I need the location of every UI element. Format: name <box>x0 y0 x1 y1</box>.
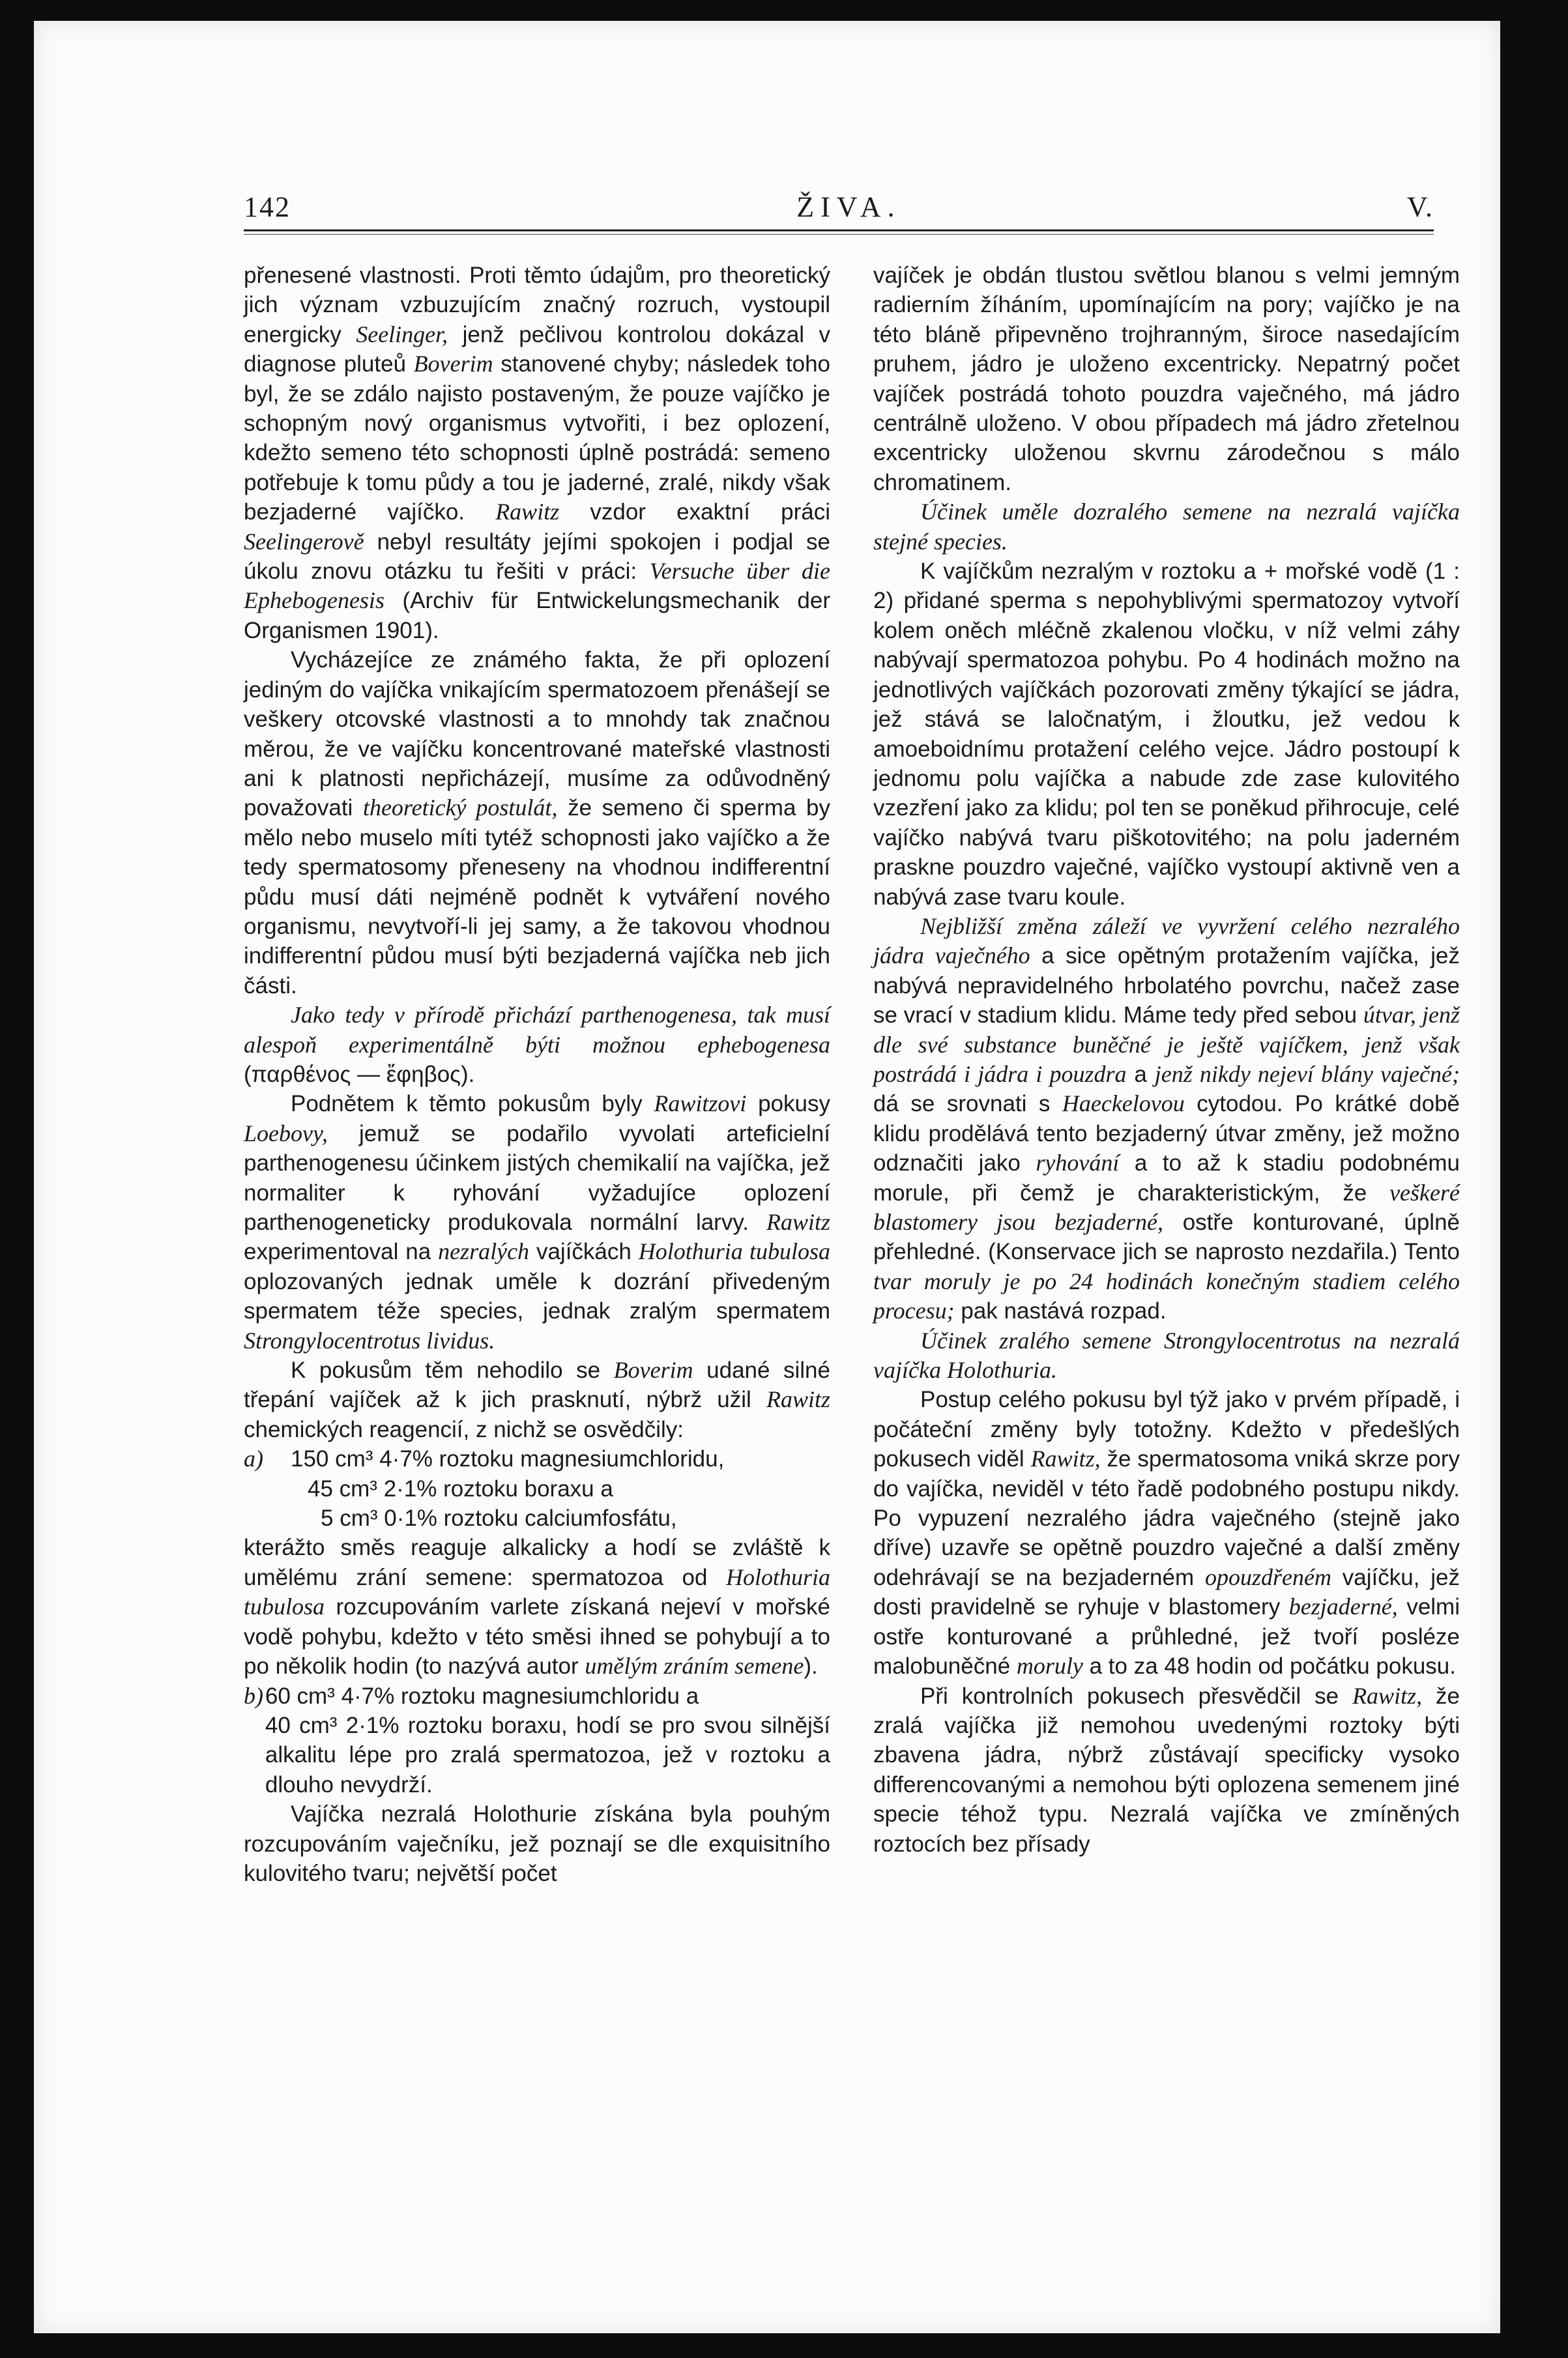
right-column <box>873 261 1460 1859</box>
paragraph: K pokusům těm nehodilo se Boverim udané silné třepání vajíček až k jich prasknutí, nýbrž užil Rawitz chemických reagencií, z nichž se osvědčily: <box>244 1357 830 1442</box>
section-heading: Účinek zralého semene Strongylocentrotus na nezralá vajíčka Holothuria. <box>873 1327 1460 1384</box>
paragraph: Vycházejíce ze známého fakta, že při oplození jediným do vajíčka vnikajícím spermatozoem přenášejí se veškery otcovské vlastnosti a to mnohdy tak značnou měrou, že ve vajíčku koncentrované mateřské vlastnosti ani k platnosti nepřicházejí, musíme za odůvodněný považovati theoretický postulát, že semeno či sperma by mělo nebo muselo míti tytéž schopnosti jako vajíčko a že tedy spermatosomy přeneseny na vhodnou indifferentní půdu musí dáti nejméně podnět k vytváření nového organismu, nevytvoří-li jej samy, a že takovou vhodnou indifferentní půdou musí býti bezjaderná vajíčka neb jich části. <box>244 647 830 998</box>
paragraph: Nejbližší změna záleží ve vyvržení celého nezralého jádra vaječného a sice opětným protažením vajíčka, jež nabývá nepravidelného hrbolatého povrchu, načež zase se vrací v stadium klidu. Máme tedy před sebou útvar, jenž dle své substance buněčné je ještě vajíčkem, jenž však postrádá i jádra i pouzdra a jenž nikdy nejeví blány vaječné; dá se srovnati s Haeckelovou cytodou. Po krátké době klidu prodělává tento bezjaderný útvar změny, jež možno odznačiti jako ryhování a to až k stadiu podobnému morule, při čemž je charakteristickým, že veškeré blastomery jsou bezjaderné, ostře konturované, úplně přehledné. (Konservace jich se naprosto nezdařila.) Tento tvar moruly je po 24 hodinách konečným stadiem celého procesu; pak nastává rozpad. <box>873 912 1460 1324</box>
section-heading: Účinek uměle dozralého semene na nezralá vajíčka stejné species. <box>873 499 1460 555</box>
formula-line: 40 cm³ 2·1% roztoku boraxu, hodí se pro svou silnější alkalitu lépe pro zralá spermatozoa, jež v roztoku a dlouho nevydrží. <box>265 1712 830 1798</box>
paragraph: přenesené vlastnosti. Proti těmto údajům, pro theoretický jich význam vzbuzujícím značný rozruch, vystoupil energicky Seelinger, jenž pečlivou kontrolou dokázal v diagnose pluteů Boverim stanovené chyby; následek toho byl, že se zdálo najisto postaveným, že pouze vajíčko je schopným nový organismus vytvořiti, i bez oplození, kdežto semeno této schopnosti úplně postrádá: semeno potřebuje k tomu půdy a tou je jaderné, zralé, nikdy však bezjaderné vajíčko. Rawitz vzdor exaktní práci Seelingerově nebyl resultáty jejími spokojen i podjal se úkolu znovu otázku tu řešiti v práci: Versuche über die Ephebogenesis (Archiv für Entwickelungsmechanik der Organismen 1901). <box>244 263 830 643</box>
running-header <box>244 187 1434 226</box>
formula-label: a) <box>244 1446 263 1472</box>
formula-a <box>244 1444 830 1533</box>
formula-line: 60 cm³ 4·7% roztoku magnesiumchloridu a <box>265 1683 699 1709</box>
formula-line: 5 cm³ 0·1% roztoku calciumfosfátu, <box>321 1506 677 1532</box>
journal-title: ŽIVA. <box>796 190 901 223</box>
left-column <box>244 261 830 1888</box>
formula-line: 45 cm³ 2·1% roztoku boraxu a <box>308 1476 613 1502</box>
formula-label: b) <box>244 1682 263 1709</box>
paragraph: Vajíčka nezralá Holothurie získána byla pouhým rozcupováním vaječníku, jež poznají se dle exquisitního kulovitého tvaru; největší počet <box>244 1801 830 1886</box>
header-rule-thin <box>244 234 1434 235</box>
paragraph: Podnětem k těmto pokusům byly Rawitzovi pokusy Loebovy, jemuž se podařilo vyvolati arteficielní parthenogenesu účinkem jistých chemikalií na vajíčka, jež normaliter k ryhování vyžadujíce oplození parthenogeneticky produkovala normální larvy. Rawitz experimentoval na nezralých vajíčkách Holothuria tubulosa oplozovaných jednak uměle k dozrání přivedeným spermatem téže species, jednak zralým spermatem Strongylocentrotus lividus. <box>244 1090 830 1354</box>
paragraph: vajíček je obdán tlustou světlou blanou s velmi jemným radierním žíháním, upomínajícím na pory; vajíčko je na této bláně připevněno trojhranným, široce nasedajícím pruhem, jádro je uloženo excentricky. Nepatrný počet vajíček postrádá tohoto pouzdra vaječného, má jádro centrálně uloženo. V obou případech má jádro zřetelnou excentricky uloženou skvrnu zárodečnou s málo chromatinem. <box>873 263 1460 495</box>
paragraph: Postup celého pokusu byl týž jako v prvém případě, i počáteční změny byly totožny. Kdežto v předešlých pokusech viděl Rawitz, že spermatosoma vniká skrze pory do vajíčka, neviděl v této řadě podobného postupu nikdy. Po vypuzení nezralého jádra vaječného (stejně jako dříve) uzavře se opětně pouzdro vaječné a další změny odehrávají se na bezjaderném opouzdřeném vajíčku, jež dosti pravidelně se ryhuje v blastomery bezjaderné, velmi ostře konturované a průhledné, jež tvoří posléze malobuněčné moruly a to za 48 hodin od počátku pokusu. <box>873 1387 1460 1680</box>
formula-line: 150 cm³ 4·7% roztoku magnesiumchloridu, <box>291 1446 725 1472</box>
paragraph: Při kontrolních pokusech přesvědčil se Rawitz, že zralá vajíčka již nemohou uvedenými roztoky býti zbavena jádra, nýbrž zůstávají specificky vysoko differencovanými a nemohou býti oplozena semenem jiné specie téhož typu. Nezralá vajíčka ve zmíněných roztocích bez přísady <box>873 1682 1460 1857</box>
formula-b <box>244 1681 830 1800</box>
scanned-page <box>34 21 1500 2333</box>
paragraph: K vajíčkům nezralým v roztoku a + mořské vodě (1 : 2) přidané sperma s nepohyblivými spermatozoy vytvoří kolem oněch mléčně zkalenou vločku, v níž velmi záhy nabývají spermatozoa pohybu. Po 4 hodinách možno na jednotlivých vajíčkách pozorovati změny týkající se jádra, jež stává se laločnatým, i žloutku, jež vedou k amoeboidnímu protažení celého vejce. Jádro postoupí k jednomu polu vajíčka a nabude zde zase kulovitého vzezření jako za klidu; pol ten se poněkud přihrocuje, celé vajíčko nabývá tvaru piškotovitého; na polu jaderném praskne pouzdro vaječné, vajíčko vystoupí aktivně ven a nabývá zase tvaru koule. <box>873 559 1460 910</box>
page-number: 142 <box>244 190 291 223</box>
header-rule <box>244 229 1434 231</box>
paragraph: kterážto směs reaguje alkalicky a hodí se zvláště k umělému zrání semene: spermatozoa od Holothuria tubulosa rozcupováním varlete získaná nejeví v mořské vodě pohybu, kdežto v této směsi ihned se pohybují a to po několik hodin (to nazývá autor umělým zráním semene). <box>244 1535 830 1680</box>
volume-number: V. <box>1406 190 1434 223</box>
paragraph: Jako tedy v přírodě přichází parthenogenesa, tak musí alespoň experimentálně býti možnou ephebogenesa (παρθένος — ἔφηβος). <box>244 1002 830 1087</box>
